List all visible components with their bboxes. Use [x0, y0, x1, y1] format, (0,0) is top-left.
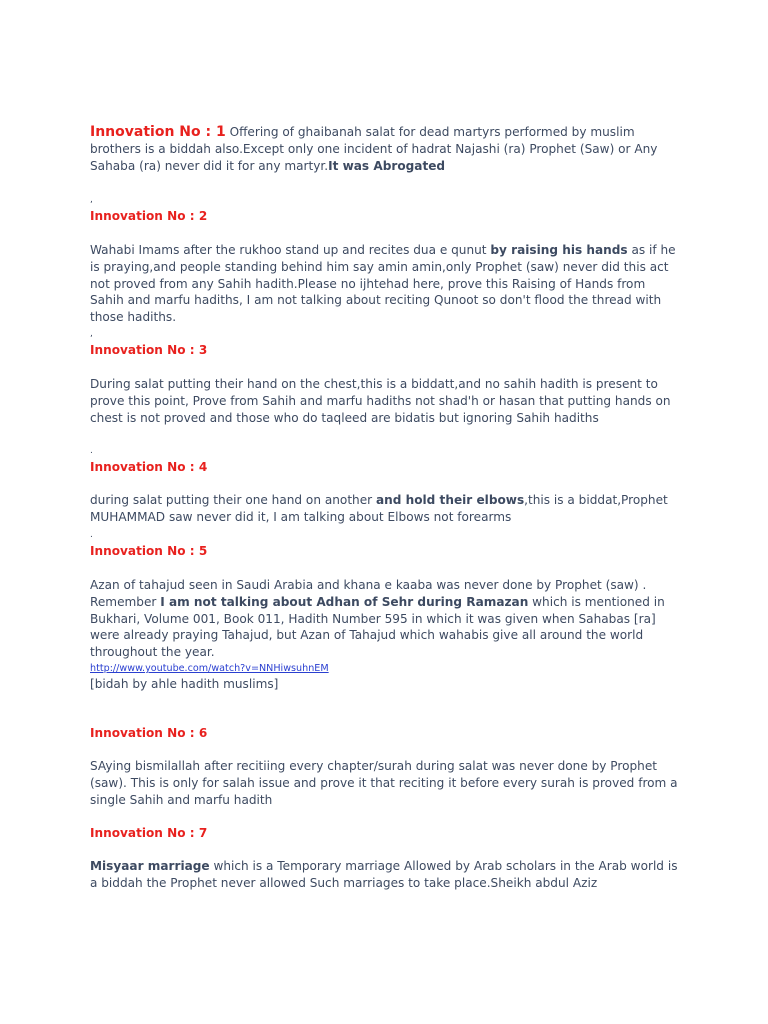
innovation-7-heading: Innovation No : 7 [90, 826, 208, 840]
innovation-2-heading: Innovation No : 2 [90, 209, 208, 223]
innovation-6-heading: Innovation No : 6 [90, 726, 208, 740]
innovation-5-link-line [90, 659, 680, 678]
innovation-2-paragraph [90, 242, 680, 326]
innovation-5-text: Azan of tahajud seen in Saudi Arabia and khana e kaaba was never done by Prophet (saw) . Remember [90, 578, 647, 609]
separator-4: . [90, 530, 93, 540]
separator-1: , [90, 195, 93, 205]
innovation-3-heading: Innovation No : 3 [90, 343, 208, 357]
innovation-1-text: Offering of ghaibanah salat for dead martyrs performed by muslim brothers is a biddah also.Except only one incident of hadrat Najashi (ra) Prophet (Saw) or Any Sahaba (ra) never did it for any martyr. [90, 125, 658, 173]
innovation-1-paragraph [90, 124, 680, 174]
separator-2: , [90, 329, 93, 339]
innovation-6-paragraph: SAying bismilallah after recitiing every chapter/surah during salat was never done by Prophet (saw). This is only for salah issue and prove it that reciting it before every surah is proved from a single Sahih and marfu hadith [90, 759, 678, 807]
separator-3: . [90, 446, 93, 456]
innovation-7-bold: Misyaar marriage [90, 859, 210, 873]
youtube-link[interactable]: http://www.youtube.com/watch?v=NNHiwsuhnEM [90, 663, 329, 674]
innovation-4-heading: Innovation No : 4 [90, 460, 208, 474]
innovation-1-bold: It was Abrogated [328, 158, 446, 173]
innovation-2-text-cont: as if he is praying,and people standing behind him say amin amin,only Prophet (saw) never did this act not proved from any Sahih hadith.Please no ijhtehad here, prove this Raising of Hands from Sahih and marfu hadiths, I am not talking about reciting Qunoot so don't flood the thread with those hadiths. [90, 243, 676, 325]
innovation-2-bold: by raising his hands [490, 243, 628, 257]
innovation-7-text: which is a Temporary marriage Allowed by Arab scholars in the Arab world is a biddah the Prophet never allowed Such marriages to take place.Sheikh abdul Aziz [90, 859, 678, 890]
innovation-5-bold: I am not talking about Adhan of Sehr during Ramazan [160, 594, 529, 609]
innovation-5-heading: Innovation No : 5 [90, 544, 208, 558]
innovation-4-text-cont: ,this is a biddat,Prophet MUHAMMAD saw never did it, I am talking about Elbows not forearms [90, 493, 668, 524]
innovation-4-text: during salat putting their one hand on another [90, 493, 376, 507]
innovation-4-paragraph [90, 492, 680, 526]
innovation-3-paragraph: During salat putting their hand on the chest,this is a biddatt,and no sahih hadith is present to prove this point, Prove from Sahih and marfu hadiths not shad'h or hasan that putting hands on chest is not proved and those who do taqleed are bidatis but ignoring Sahih hadiths [90, 377, 671, 425]
innovation-1-heading: Innovation No : 1 [90, 124, 226, 140]
innovation-4-bold: and hold their elbows [375, 493, 525, 507]
innovation-2-text: Wahabi Imams after the rukhoo stand up and recites dua e qunut [90, 243, 491, 257]
innovation-7-paragraph [90, 858, 680, 892]
innovation-5-text-cont: which is mentioned in Bukhari, Volume 001, Book 011, Hadith Number 595 in which it was given when Sahabas [ra] were already praying Tahajud, but Azan of Tahajud which wahabis give all around the world throughout the year. [90, 594, 665, 660]
innovation-5-paragraph [90, 577, 680, 661]
innovation-5-note: [bidah by ahle hadith muslims] [90, 677, 279, 691]
